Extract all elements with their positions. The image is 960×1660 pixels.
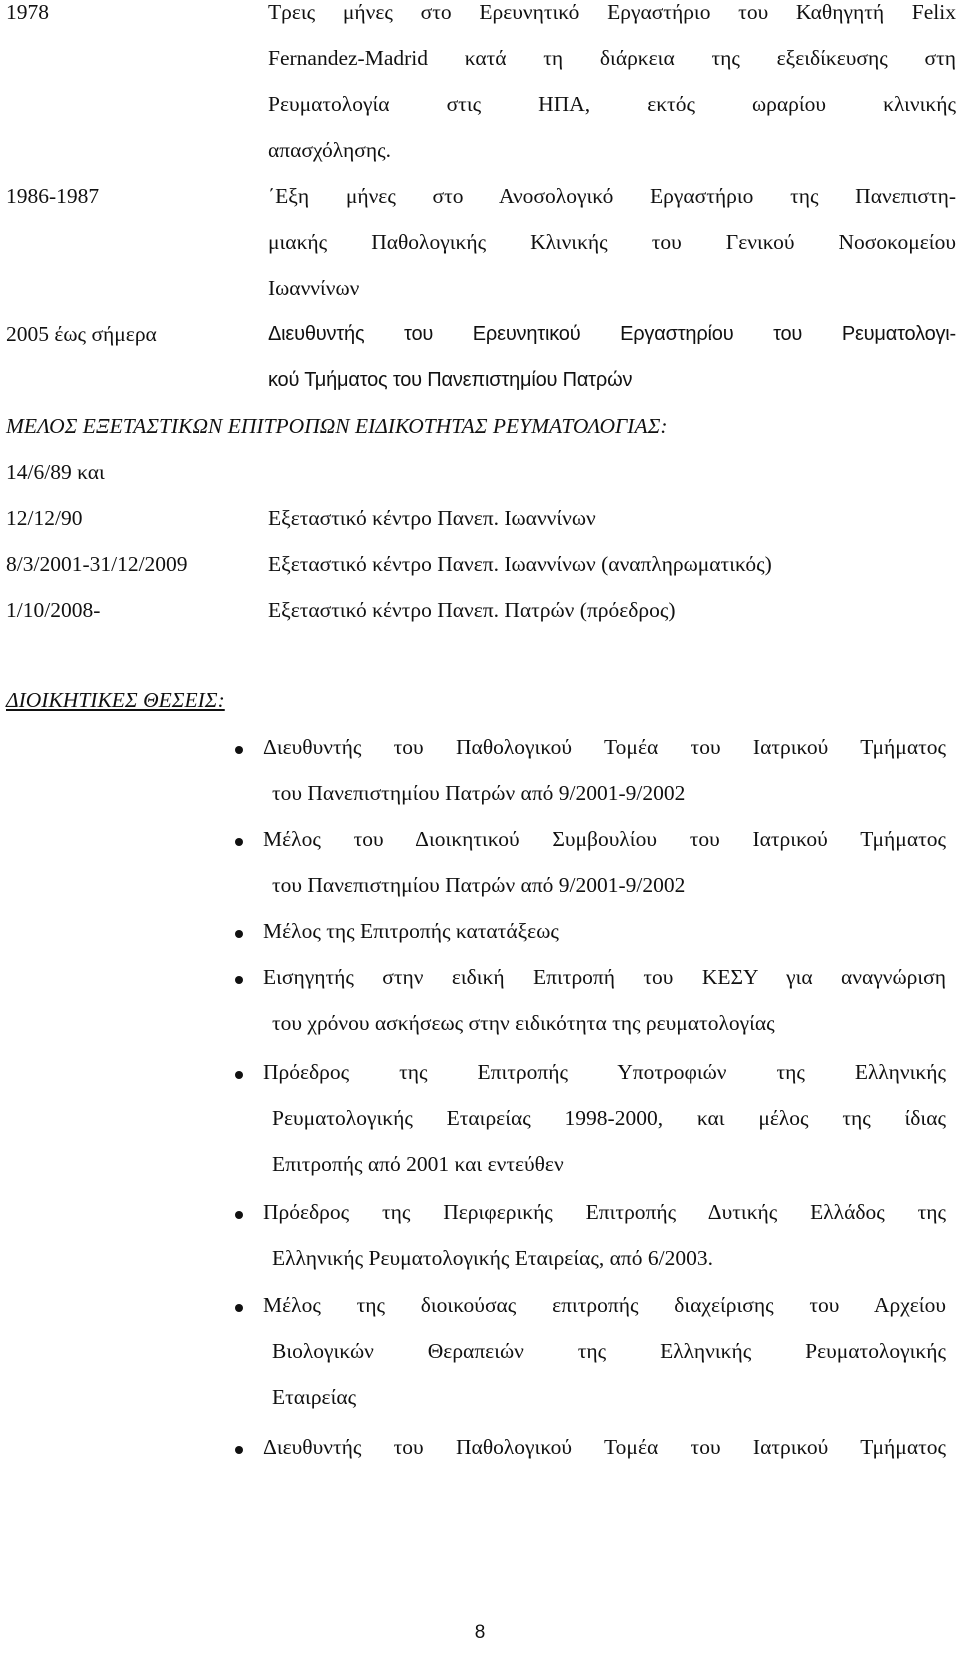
admin-line: Πρόεδρος της Περιφερικής Επιτροπής Δυτικής Ελλάδος της bbox=[263, 1200, 946, 1224]
bullet-icon bbox=[235, 1211, 243, 1219]
bullet-icon bbox=[235, 1071, 243, 1079]
bullet-icon bbox=[235, 930, 243, 938]
committee-date: 12/12/90 bbox=[6, 506, 83, 530]
admin-line: Μέλος του Διοικητικού Συμβουλίου του Ιατρικού Τμήματος bbox=[263, 827, 946, 851]
entry-line: απασχόλησης. bbox=[268, 138, 391, 162]
admin-line: Διευθυντής του Παθολογικού Τομέα του Ιατρικού Τμήματος bbox=[263, 1435, 946, 1459]
entry-line: μιακής Παθολογικής Κλινικής του Γενικού Νοσοκομείου bbox=[268, 230, 956, 254]
admin-line: Διευθυντής του Παθολογικού Τομέα του Ιατρικού Τμήματος bbox=[263, 735, 946, 759]
committee-date: 8/3/2001-31/12/2009 bbox=[6, 552, 188, 576]
page-number: 8 bbox=[474, 1622, 486, 1643]
committee-date: 14/6/89 και bbox=[6, 460, 105, 484]
entry-line: Ρευματολογία στις ΗΠΑ, εκτός ωραρίου κλινικής bbox=[268, 92, 956, 116]
entry-line: Fernandez-Madrid κατά τη διάρκεια της εξειδίκευσης στη bbox=[268, 46, 956, 70]
committee-date: 1/10/2008- bbox=[6, 598, 101, 622]
committee-text: Εξεταστικό κέντρο Πανεπ. Ιωαννίνων bbox=[268, 506, 596, 530]
administrative-heading: ΔΙΟΙΚΗΤΙΚΕΣ ΘΕΣΕΙΣ: bbox=[6, 688, 225, 712]
entry-date: 2005 έως σήμερα bbox=[6, 322, 157, 346]
admin-line: Εταιρείας bbox=[272, 1385, 357, 1409]
admin-line: Μέλος της διοικούσας επιτροπής διαχείρισης του Αρχείου bbox=[263, 1293, 946, 1317]
bullet-icon bbox=[235, 838, 243, 846]
bullet-icon bbox=[235, 746, 243, 754]
admin-line: του Πανεπιστημίου Πατρών από 9/2001-9/2002 bbox=[272, 781, 686, 805]
admin-line: Εισηγητής στην ειδική Επιτροπή του ΚΕΣΥ για αναγνώριση bbox=[263, 965, 946, 989]
entry-line: κού Τμήματος του Πανεπιστημίου Πατρών bbox=[268, 369, 633, 391]
admin-line: του χρόνου ασκήσεως στην ειδικότητα της ρευματολογίας bbox=[272, 1011, 775, 1035]
committee-text: Εξεταστικό κέντρο Πανεπ. Ιωαννίνων (αναπληρωματικός) bbox=[268, 552, 772, 576]
admin-line: του Πανεπιστημίου Πατρών από 9/2001-9/2002 bbox=[272, 873, 686, 897]
admin-line: Μέλος της Επιτροπής κατατάξεως bbox=[263, 919, 559, 943]
bullet-icon bbox=[235, 1446, 243, 1454]
admin-line: Επιτροπής από 2001 και εντεύθεν bbox=[272, 1152, 564, 1176]
admin-line: Βιολογικών Θεραπειών της Ελληνικής Ρευματολογικής bbox=[272, 1339, 946, 1363]
entry-date: 1978 bbox=[6, 0, 49, 24]
admin-line: Πρόεδρος της Επιτροπής Υποτροφιών της Ελληνικής bbox=[263, 1060, 946, 1084]
bullet-icon bbox=[235, 1304, 243, 1312]
entry-line: Ιωαννίνων bbox=[268, 276, 360, 300]
admin-line: Ελληνικής Ρευματολογικής Εταιρείας, από 6/2003. bbox=[272, 1246, 713, 1270]
admin-line: Ρευματολογικής Εταιρείας 1998-2000, και μέλος της ίδιας bbox=[272, 1106, 946, 1130]
entry-line: Τρεις μήνες στο Ερευνητικό Εργαστήριο του Καθηγητή Felix bbox=[268, 0, 956, 24]
bullet-icon bbox=[235, 976, 243, 984]
exam-committees-heading: ΜΕΛΟΣ ΕΞΕΤΑΣΤΙΚΩΝ ΕΠΙΤΡΟΠΩΝ ΕΙΔΙΚΟΤΗΤΑΣ ΡΕΥΜΑΤΟΛΟΓΙΑΣ: bbox=[6, 414, 668, 438]
entry-date: 1986-1987 bbox=[6, 184, 100, 208]
committee-text: Εξεταστικό κέντρο Πανεπ. Πατρών (πρόεδρος) bbox=[268, 598, 676, 622]
entry-line: ΄Εξη μήνες στο Ανοσολογικό Εργαστήριο της Πανεπιστη- bbox=[268, 184, 956, 208]
entry-line: Διευθυντής του Ερευνητικού Εργαστηρίου του Ρευματολογι- bbox=[268, 323, 956, 345]
